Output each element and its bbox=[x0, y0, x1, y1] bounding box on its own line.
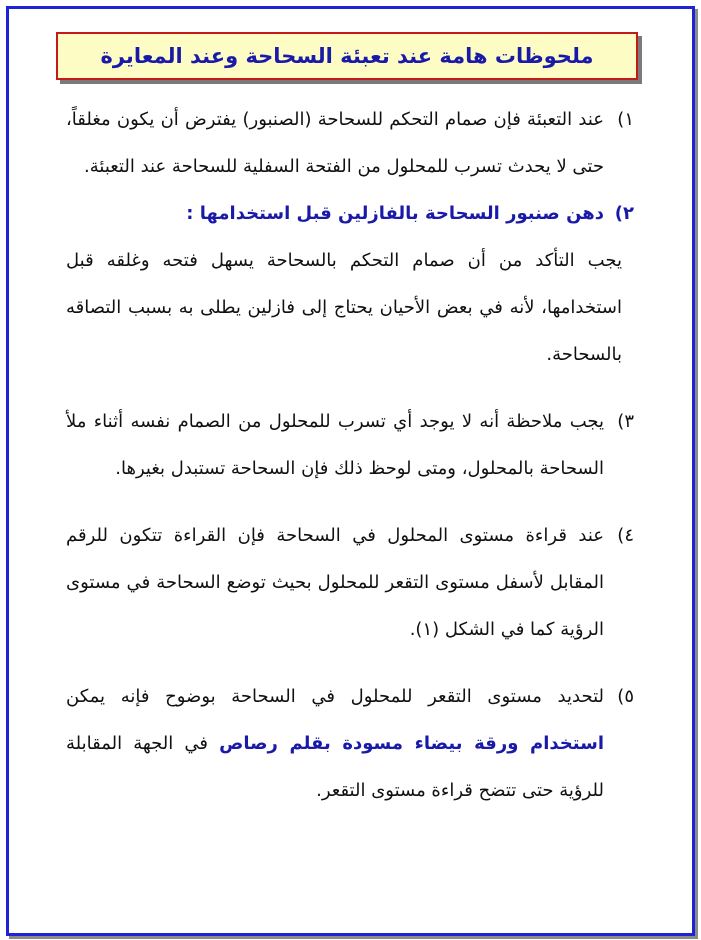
title-banner bbox=[56, 32, 638, 80]
note-3-number: ٣) bbox=[617, 411, 634, 432]
note-5-number: ٥) bbox=[617, 686, 634, 707]
spacer bbox=[66, 378, 634, 398]
note-3-text: يجب ملاحظة أنه لا يوجد أي تسرب للمحلول من الصمام نفسه أثناء ملأ السحاحة بالمحلول، ومتى لوحظ ذلك فإن السحاحة تستبدل بغيرها. bbox=[66, 411, 604, 479]
note-5 bbox=[66, 673, 634, 814]
note-4 bbox=[66, 512, 634, 653]
note-2-heading-text: دهن صنبور السحاحة بالفازلين قبل استخدامها : bbox=[186, 203, 604, 224]
note-4-text: عند قراءة مستوى المحلول في السحاحة فإن القراءة تتكون للرقم المقابل لأسفل مستوى التقعر للمحلول بحيث توضع السحاحة في مستوى الرؤية كما في الشكل (١). bbox=[66, 525, 604, 640]
note-5-text-after: في الجهة المقابلة للرؤية حتى تتضح قراءة مستوى التقعر. bbox=[66, 733, 604, 801]
note-4-number: ٤) bbox=[617, 525, 634, 546]
note-1-text: عند التعبئة فإن صمام التحكم للسحاحة (الصنبور) يفترض أن يكون مغلقاً، حتى لا يحدث تسرب للمحلول من الفتحة السفلية للسحاحة عند التعبئة. bbox=[66, 109, 604, 177]
note-1-number: ١) bbox=[617, 109, 634, 130]
note-2 bbox=[66, 237, 634, 378]
note-2-heading bbox=[66, 190, 634, 237]
note-5-text-before: لتحديد مستوى التقعر للمحلول في السحاحة بوضوح فإنه يمكن bbox=[66, 686, 604, 707]
note-5-emphasis: استخدام ورقة بيضاء مسودة بقلم رصاص bbox=[219, 733, 604, 754]
spacer bbox=[66, 492, 634, 512]
note-2-number: ٢) bbox=[614, 203, 634, 224]
notes-content bbox=[66, 96, 634, 814]
note-1 bbox=[66, 96, 634, 190]
note-2-text: يجب التأكد من أن صمام التحكم بالسحاحة يسهل فتحه وغلقه قبل استخدامها، لأنه في بعض الأحيان يحتاج إلى فازلين يطلى به بسبب التصاقه بالسحاحة. bbox=[66, 250, 622, 365]
page-title: ملحوظات هامة عند تعبئة السحاحة وعند المعايرة bbox=[100, 44, 594, 68]
note-3 bbox=[66, 398, 634, 492]
spacer bbox=[66, 653, 634, 673]
